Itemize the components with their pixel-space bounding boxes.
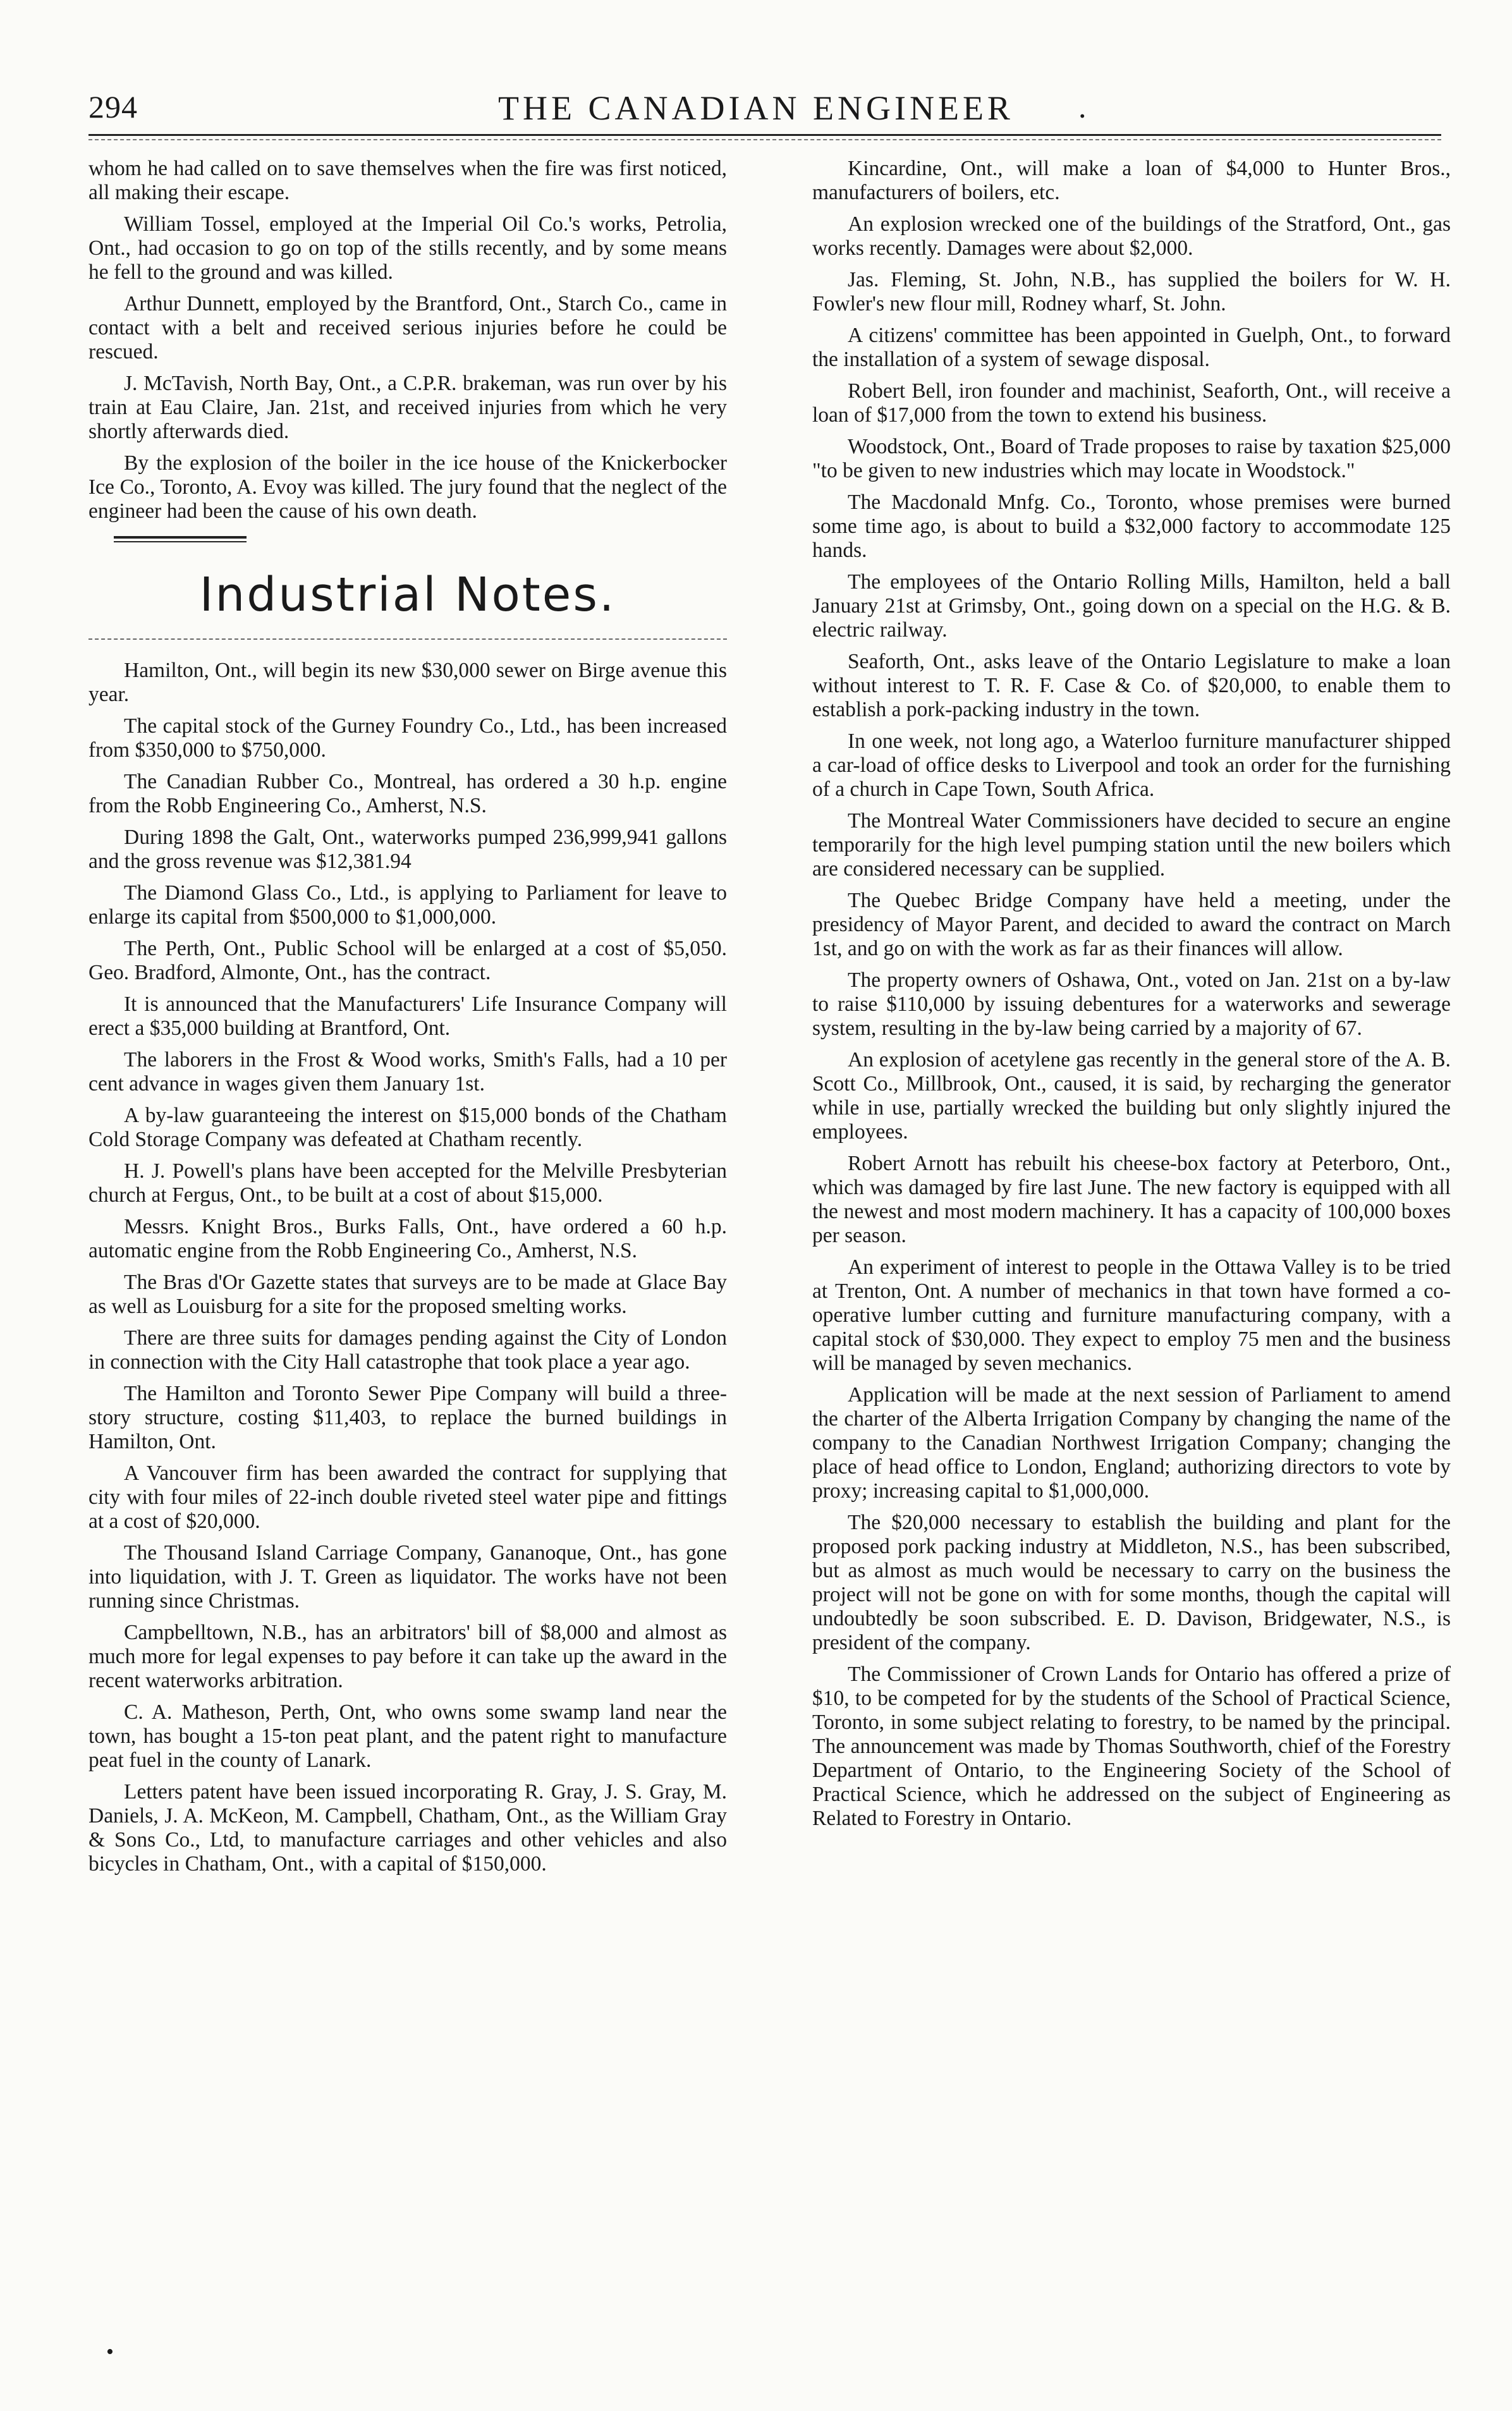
news-item: The Diamond Glass Co., Ltd., is applying to Parliament for leave to enlarge its capital from $500,000 to $1,000,000. bbox=[88, 881, 727, 929]
news-item: C. A. Matheson, Perth, Ont, who owns some swamp land near the town, has bought a 15-ton peat plant, and the patent right to manufacture peat fuel in the county of Lanark. bbox=[88, 1700, 727, 1772]
news-item: The capital stock of the Gurney Foundry Co., Ltd., has been increased from $350,000 to $750,000. bbox=[88, 714, 727, 762]
news-item: It is announced that the Manufacturers' Life Insurance Company will erect a $35,000 building at Brantford, Ont. bbox=[88, 992, 727, 1040]
news-item: H. J. Powell's plans have been accepted for the Melville Presbyterian church at Fergus, Ont., to be built at a cost of about $15,000. bbox=[88, 1159, 727, 1207]
news-item: The employees of the Ontario Rolling Mills, Hamilton, held a ball January 21st at Grimsby, Ont., going down on a special on the H.G. & B. electric railway. bbox=[812, 570, 1451, 642]
news-item: An explosion of acetylene gas recently in the general store of the A. B. Scott Co., Millbrook, Ont., caused, it is said, by recharging the generator while in use, partially wrecked the building but only slightly injured the employees. bbox=[812, 1048, 1451, 1144]
news-item: A by-law guaranteeing the interest on $15,000 bonds of the Chatham Cold Storage Company was defeated at Chatham recently. bbox=[88, 1104, 727, 1151]
news-item: Campbelltown, N.B., has an arbitrators' bill of $8,000 and almost as much more for legal expenses to pay before it can take up the award in the recent waterworks arbitration. bbox=[88, 1621, 727, 1692]
article-paragraph: J. McTavish, North Bay, Ont., a C.P.R. brakeman, was run over by his train at Eau Claire, Jan. 21st, and received injuries from which he very shortly afterwards died. bbox=[88, 372, 727, 443]
news-item: Seaforth, Ont., asks leave of the Ontario Legislature to make a loan without interest to T. R. F. Case & Co. of $20,000, to enable them to establish a pork-packing industry in the town. bbox=[812, 650, 1451, 721]
page-header bbox=[0, 0, 1512, 152]
news-item: The Bras d'Or Gazette states that surveys are to be made at Glace Bay as well as Louisburg for a site for the proposed smelting works. bbox=[88, 1271, 727, 1318]
news-item: In one week, not long ago, a Waterloo furniture manufacturer shipped a car-load of office desks to Liverpool and took an order for the furnishing of a church in Cape Town, South Africa. bbox=[812, 729, 1451, 801]
article-paragraph: whom he had called on to save themselves when the fire was first noticed, all making their escape. bbox=[88, 157, 727, 204]
news-item: The Quebec Bridge Company have held a meeting, under the presidency of Mayor Parent, and decided to award the contract on March 1st, and go on with the work as far as their finances will allow. bbox=[812, 889, 1451, 960]
news-item: The Canadian Rubber Co., Montreal, has ordered a 30 h.p. engine from the Robb Engineering Co., Amherst, N.S. bbox=[88, 770, 727, 817]
news-item: The laborers in the Frost & Wood works, Smith's Falls, had a 10 per cent advance in wages given them January 1st. bbox=[88, 1048, 727, 1096]
news-item: The $20,000 necessary to establish the building and plant for the proposed pork packing industry at Middleton, N.S., has been subscribed, but as almost as much would be necessary to carry on the business the project will not be gone on with for some months, though the capital will undoubtedly be soon subscribed. E. D. Davison, Bridgewater, N.S., is president of the company. bbox=[812, 1511, 1451, 1654]
news-item: Letters patent have been issued incorporating R. Gray, J. S. Gray, M. Daniels, J. A. McKeon, M. Campbell, Chatham, Ont., as the William Gray & Sons Co., Ltd, to manufacture carriages and other vehicles and also bicycles in Chatham, Ont., with a capital of $150,000. bbox=[88, 1780, 727, 1876]
news-item: Woodstock, Ont., Board of Trade proposes to raise by taxation $25,000 "to be given to new industries which may locate in Woodstock." bbox=[812, 435, 1451, 482]
news-item: An explosion wrecked one of the buildings of the Stratford, Ont., gas works recently. Damages were about $2,000. bbox=[812, 212, 1451, 260]
news-item: The property owners of Oshawa, Ont., voted on Jan. 21st on a by-law to raise $110,000 by issuing debentures for a waterworks and sewerage system, resulting in the by-law being carried by a majority of 67. bbox=[812, 968, 1451, 1040]
news-item: Application will be made at the next session of Parliament to amend the charter of the Alberta Irrigation Company by changing the name of the company to the Canadian Northwest Irrigation Company; changing the place of head office to London, England; authorizing directors to vote by proxy; increasing capital to $1,000,000. bbox=[812, 1383, 1451, 1503]
news-item: An experiment of interest to people in the Ottawa Valley is to be tried at Trenton, Ont. A number of mechanics in that town have formed a co-operative lumber cutting and furniture manufacturing company, with a capital stock of $30,000. They expect to employ 75 men and the business will be managed by seven mechanics. bbox=[812, 1255, 1451, 1375]
news-item: A citizens' committee has been appointed in Guelph, Ont., to forward the installation of a system of sewage disposal. bbox=[812, 324, 1451, 371]
article-paragraph: William Tossel, employed at the Imperial Oil Co.'s works, Petrolia, Ont., had occasion to go on top of the stills recently, and by some means he fell to the ground and was killed. bbox=[88, 212, 727, 284]
news-item: Kincardine, Ont., will make a loan of $4,000 to Hunter Bros., manufacturers of boilers, etc. bbox=[812, 157, 1451, 204]
news-item: A Vancouver firm has been awarded the contract for supplying that city with four miles of 22-inch double riveted steel water pipe and fittings at a cost of $20,000. bbox=[88, 1462, 727, 1533]
news-item: The Hamilton and Toronto Sewer Pipe Company will build a three-story structure, costing $11,403, to replace the burned buildings in Hamilton, Ont. bbox=[88, 1382, 727, 1453]
section-title-rule bbox=[88, 638, 727, 640]
section-title: Industrial Notes. bbox=[199, 568, 616, 622]
news-item: There are three suits for damages pending against the City of London in connection with the City Hall catastrophe that took place a year ago. bbox=[88, 1326, 727, 1374]
news-item: The Commissioner of Crown Lands for Ontario has offered a prize of $10, to be competed for by the students of the School of Practical Science, Toronto, in some subject relating to forestry, to be named by the principal. The announcement was made by Thomas Southworth, chief of the Forestry Department of Ontario, to the Engineering Society of the School of Practical Science, which he addressed on the subject of Engineering as Related to Forestry in Ontario. bbox=[812, 1663, 1451, 1830]
left-column bbox=[88, 157, 727, 1884]
footer-dot: • bbox=[106, 2340, 114, 2364]
news-item: Robert Arnott has rebuilt his cheese-box factory at Peterboro, Ont., which was damaged by fire last June. The new factory is equipped with all the newest and most modern machinery. It has a capacity of 100,000 boxes per season. bbox=[812, 1152, 1451, 1247]
header-rule bbox=[88, 134, 1441, 140]
page-title: THE CANADIAN ENGINEER bbox=[498, 89, 1014, 127]
news-item: The Perth, Ont., Public School will be enlarged at a cost of $5,050. Geo. Bradford, Almonte, Ont., has the contract. bbox=[88, 937, 727, 984]
news-item: Jas. Fleming, St. John, N.B., has supplied the boilers for W. H. Fowler's new flour mill, Rodney wharf, St. John. bbox=[812, 268, 1451, 315]
article-paragraph: By the explosion of the boiler in the ice house of the Knickerbocker Ice Co., Toronto, A. Evoy was killed. The jury found that the neglect of the engineer had been the cause of his own death. bbox=[88, 451, 727, 523]
news-item: Messrs. Knight Bros., Burks Falls, Ont., have ordered a 60 h.p. automatic engine from the Robb Engineering Co., Amherst, N.S. bbox=[88, 1215, 727, 1262]
news-item: The Montreal Water Commissioners have decided to secure an engine temporarily for the high level pumping station until the new boilers which are considered necessary can be supplied. bbox=[812, 809, 1451, 881]
news-item: Hamilton, Ont., will begin its new $30,000 sewer on Birge avenue this year. bbox=[88, 659, 727, 706]
news-item: The Macdonald Mnfg. Co., Toronto, whose premises were burned some time ago, is about to build a $32,000 factory to accommodate 125 hands. bbox=[812, 491, 1451, 562]
right-column bbox=[812, 157, 1451, 1838]
header-dot: . bbox=[1078, 89, 1087, 125]
news-item: The Thousand Island Carriage Company, Gananoque, Ont., has gone into liquidation, with J. T. Green as liquidator. The works have not been running since Christmas. bbox=[88, 1541, 727, 1613]
news-item: Robert Bell, iron founder and machinist, Seaforth, Ont., will receive a loan of $17,000 from the town to extend his business. bbox=[812, 379, 1451, 427]
section-divider bbox=[114, 536, 247, 542]
news-item: During 1898 the Galt, Ont., waterworks pumped 236,999,941 gallons and the gross revenue was $12,381.94 bbox=[88, 826, 727, 873]
page-number: 294 bbox=[88, 89, 138, 125]
article-paragraph: Arthur Dunnett, employed by the Brantford, Ont., Starch Co., came in contact with a belt and received serious injuries before he could be rescued. bbox=[88, 292, 727, 363]
